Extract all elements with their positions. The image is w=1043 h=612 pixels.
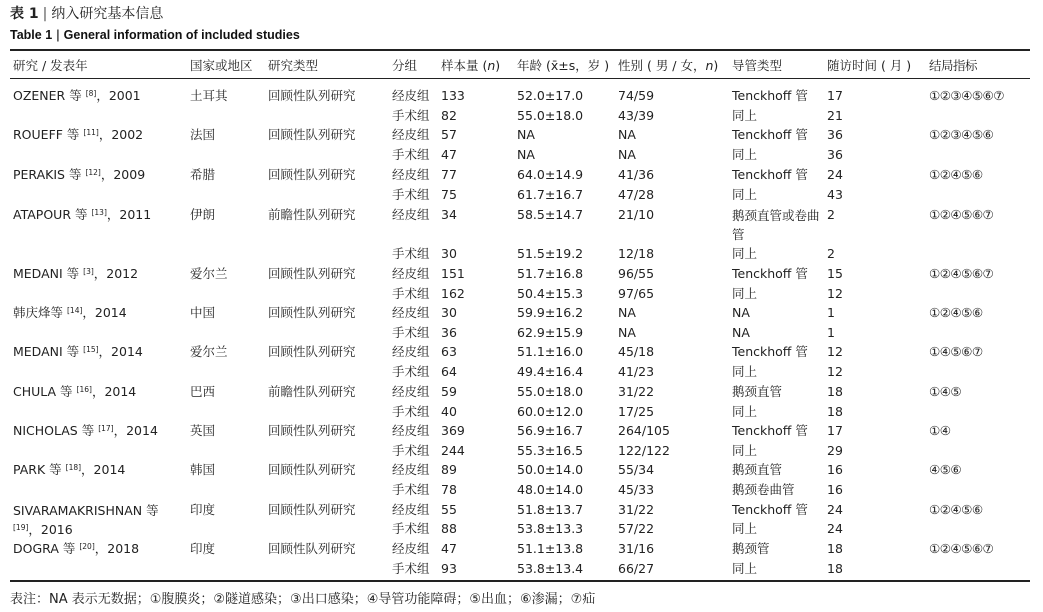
table-row xyxy=(0,165,1043,185)
cell-type: 回顾性队列研究 xyxy=(268,305,356,320)
cell-group: 经皮组 xyxy=(392,462,430,477)
cell-type: 回顾性队列研究 xyxy=(268,88,356,103)
header-outcomes: 结局指标 xyxy=(929,58,978,73)
cell-age: 51.8±13.7 xyxy=(517,502,584,517)
cell-n: 93 xyxy=(441,561,457,576)
cell-followup: 24 xyxy=(827,167,843,182)
cell-followup: 2 xyxy=(827,207,835,222)
table-row xyxy=(0,382,1043,402)
cell-country: 土耳其 xyxy=(190,88,228,103)
citation-ref: [8] xyxy=(85,89,97,98)
bottom-rule xyxy=(10,580,1030,582)
cell-catheter: 鹅颈直管或卷曲管 xyxy=(732,208,820,242)
cell-age: 50.0±14.0 xyxy=(517,462,584,477)
citation-ref: [3] xyxy=(83,267,94,276)
cell-followup: 12 xyxy=(827,364,843,379)
cell-sex: 66/27 xyxy=(618,561,655,576)
header-type: 研究类型 xyxy=(268,58,319,73)
cell-sex: 12/18 xyxy=(618,246,655,261)
cell-n: 244 xyxy=(441,443,465,458)
cell-age: NA xyxy=(517,127,535,142)
citation-ref: [14] xyxy=(67,306,83,315)
cell-age: 48.0±14.0 xyxy=(517,482,584,497)
cell-age: 51.1±16.0 xyxy=(517,344,584,359)
table-row xyxy=(0,460,1043,480)
table-row xyxy=(0,205,1043,243)
cell-group: 经皮组 xyxy=(392,502,430,517)
header-rule xyxy=(10,78,1030,79)
cell-type: 回顾性队列研究 xyxy=(268,344,356,359)
cell-type: 前瞻性队列研究 xyxy=(268,384,356,399)
cell-country: 印度 xyxy=(190,541,216,556)
cell-age: 56.9±16.7 xyxy=(517,423,584,438)
cell-sex: 74/59 xyxy=(618,88,655,103)
cell-n: 47 xyxy=(441,147,457,162)
cell-study: CHULA 等 [16]，2014 xyxy=(13,384,137,399)
cell-sex: 31/22 xyxy=(618,384,655,399)
table-row xyxy=(0,185,1043,205)
cell-catheter: 同上 xyxy=(732,404,758,419)
table-row xyxy=(0,539,1043,559)
cell-n: 30 xyxy=(441,305,457,320)
cell-type: 前瞻性队列研究 xyxy=(268,207,356,222)
header-followup: 随访时间 ( 月 ) xyxy=(827,58,912,73)
cell-followup: 18 xyxy=(827,541,843,556)
citation-ref: [12] xyxy=(85,168,101,177)
table-row xyxy=(0,303,1043,323)
header-age: 年龄 (x̄±s，岁 ) xyxy=(517,58,610,73)
citation-ref: [17] xyxy=(98,424,114,433)
cell-n: 89 xyxy=(441,462,457,477)
cell-n: 82 xyxy=(441,108,457,123)
cell-study: ATAPOUR 等 [13]，2011 xyxy=(13,207,152,222)
cell-age: 55.0±18.0 xyxy=(517,384,584,399)
cell-age: 53.8±13.3 xyxy=(517,521,584,536)
cell-sex: NA xyxy=(618,305,636,320)
cell-outcomes: ①②④⑤⑥ xyxy=(929,167,983,182)
cell-study: MEDANI 等 [15]，2014 xyxy=(13,344,143,359)
cell-sex: 45/18 xyxy=(618,344,655,359)
cell-catheter: Tenckhoff 管 xyxy=(732,88,808,103)
cell-sex: 57/22 xyxy=(618,521,655,536)
cell-sex: NA xyxy=(618,325,636,340)
cell-group: 经皮组 xyxy=(392,207,430,222)
cell-followup: 18 xyxy=(827,404,843,419)
cell-age: 60.0±12.0 xyxy=(517,404,584,419)
cell-group: 手术组 xyxy=(392,325,430,340)
cell-age: 55.3±16.5 xyxy=(517,443,584,458)
cell-group: 手术组 xyxy=(392,364,430,379)
cell-catheter: NA xyxy=(732,325,750,340)
cell-country: 英国 xyxy=(190,423,216,438)
citation-ref: [15] xyxy=(83,345,99,354)
cell-group: 经皮组 xyxy=(392,127,430,142)
citation-ref: [20] xyxy=(79,542,95,551)
cell-country: 巴西 xyxy=(190,384,216,399)
cell-type: 回顾性队列研究 xyxy=(268,541,356,556)
cell-sex: 21/10 xyxy=(618,207,655,222)
cell-sex: 122/122 xyxy=(618,443,670,458)
cell-group: 经皮组 xyxy=(392,167,430,182)
cell-followup: 1 xyxy=(827,305,835,320)
cell-type: 回顾性队列研究 xyxy=(268,266,356,281)
cell-n: 55 xyxy=(441,502,457,517)
caption-zh: 表 1 | 纳入研究基本信息 xyxy=(10,6,164,22)
cell-catheter: Tenckhoff 管 xyxy=(732,502,808,517)
header-sex: 性别 ( 男 / 女，n) xyxy=(618,58,719,73)
cell-group: 手术组 xyxy=(392,482,430,497)
top-rule xyxy=(10,49,1030,51)
cell-age: 59.9±16.2 xyxy=(517,305,584,320)
cell-age: 49.4±16.4 xyxy=(517,364,584,379)
caption-en-title: General information of included studies xyxy=(63,28,300,42)
cell-sex: NA xyxy=(618,147,636,162)
cell-n: 369 xyxy=(441,423,465,438)
cell-sex: 43/39 xyxy=(618,108,655,123)
cell-age: 51.5±19.2 xyxy=(517,246,584,261)
cell-n: 75 xyxy=(441,187,457,202)
cell-study: NICHOLAS 等 [17]，2014 xyxy=(13,423,158,438)
table-row xyxy=(0,362,1043,382)
cell-followup: 36 xyxy=(827,127,843,142)
cell-outcomes: ①②④⑤⑥⑦ xyxy=(929,541,994,556)
cell-n: 30 xyxy=(441,246,457,261)
cell-followup: 12 xyxy=(827,286,843,301)
table-row xyxy=(0,441,1043,461)
cell-catheter: 鹅颈直管 xyxy=(732,462,783,477)
cell-group: 手术组 xyxy=(392,147,430,162)
cell-sex: 45/33 xyxy=(618,482,655,497)
table-row xyxy=(0,519,1043,539)
cell-outcomes: ①②④⑤⑥⑦ xyxy=(929,266,994,281)
cell-outcomes: ①④⑤ xyxy=(929,384,962,399)
cell-age: 58.5±14.7 xyxy=(517,207,584,222)
cell-age: 61.7±16.7 xyxy=(517,187,584,202)
caption-en-label: Table 1 xyxy=(10,28,53,42)
cell-catheter: Tenckhoff 管 xyxy=(732,167,808,182)
table-row xyxy=(0,402,1043,422)
cell-study: 韩庆烽等 [14]，2014 xyxy=(13,305,127,320)
table-row xyxy=(0,342,1043,362)
cell-age: 53.8±13.4 xyxy=(517,561,584,576)
citation-ref: [13] xyxy=(91,208,107,217)
caption-zh-label: 表 1 xyxy=(10,6,39,22)
cell-sex: 31/16 xyxy=(618,541,655,556)
cell-sex: NA xyxy=(618,127,636,142)
cell-catheter: Tenckhoff 管 xyxy=(732,266,808,281)
cell-sex: 31/22 xyxy=(618,502,655,517)
header-study: 研究 / 发表年 xyxy=(13,58,88,73)
cell-country: 爱尔兰 xyxy=(190,344,228,359)
table-row xyxy=(0,106,1043,126)
cell-n: 162 xyxy=(441,286,465,301)
cell-followup: 15 xyxy=(827,266,843,281)
header-catheter: 导管类型 xyxy=(732,58,783,73)
cell-catheter: 同上 xyxy=(732,147,758,162)
cell-group: 经皮组 xyxy=(392,541,430,556)
cell-age: NA xyxy=(517,147,535,162)
cell-followup: 16 xyxy=(827,482,843,497)
cell-type: 回顾性队列研究 xyxy=(268,423,356,438)
citation-ref: [18] xyxy=(65,463,82,472)
table-row xyxy=(0,480,1043,500)
cell-age: 51.7±16.8 xyxy=(517,266,584,281)
cell-catheter: 同上 xyxy=(732,521,758,536)
cell-n: 77 xyxy=(441,167,457,182)
cell-followup: 24 xyxy=(827,502,843,517)
cell-followup: 43 xyxy=(827,187,843,202)
cell-sex: 97/65 xyxy=(618,286,655,301)
cell-n: 133 xyxy=(441,88,465,103)
header-sample-size: 样本量 (n) xyxy=(441,58,501,73)
table-row xyxy=(0,86,1043,106)
cell-followup: 17 xyxy=(827,88,843,103)
cell-n: 40 xyxy=(441,404,457,419)
header-group: 分组 xyxy=(392,58,418,73)
cell-study: SIVARAMAKRISHNAN 等 [19]，2016 xyxy=(13,503,159,537)
cell-n: 47 xyxy=(441,541,457,556)
table-caption xyxy=(10,4,300,45)
cell-country: 韩国 xyxy=(190,462,216,477)
cell-group: 经皮组 xyxy=(392,266,430,281)
cell-catheter: Tenckhoff 管 xyxy=(732,423,808,438)
cell-group: 手术组 xyxy=(392,286,430,301)
cell-study: PERAKIS 等 [12]，2009 xyxy=(13,167,146,182)
cell-n: 78 xyxy=(441,482,457,497)
table-row xyxy=(0,125,1043,145)
cell-sex: 264/105 xyxy=(618,423,670,438)
cell-n: 36 xyxy=(441,325,457,340)
cell-group: 手术组 xyxy=(392,443,430,458)
cell-age: 52.0±17.0 xyxy=(517,88,584,103)
cell-country: 中国 xyxy=(190,305,216,320)
cell-n: 64 xyxy=(441,364,457,379)
cell-n: 34 xyxy=(441,207,457,222)
cell-followup: 36 xyxy=(827,147,843,162)
cell-study: DOGRA 等 [20]，2018 xyxy=(13,541,140,556)
citation-ref: [16] xyxy=(76,385,92,394)
cell-n: 57 xyxy=(441,127,457,142)
table-row xyxy=(0,559,1043,579)
cell-study: MEDANI 等 [3]，2012 xyxy=(13,266,139,281)
cell-country: 伊朗 xyxy=(190,207,216,222)
cell-group: 手术组 xyxy=(392,246,430,261)
cell-outcomes: ①④ xyxy=(929,423,951,438)
cell-sex: 17/25 xyxy=(618,404,655,419)
cell-catheter: 鹅颈管 xyxy=(732,541,770,556)
caption-en: Table 1 | General information of included studies xyxy=(10,28,300,42)
cell-followup: 24 xyxy=(827,521,843,536)
cell-country: 法国 xyxy=(190,127,216,142)
table-row xyxy=(0,244,1043,264)
cell-age: 64.0±14.9 xyxy=(517,167,584,182)
cell-outcomes: ①④⑤⑥⑦ xyxy=(929,344,983,359)
cell-followup: 18 xyxy=(827,561,843,576)
cell-n: 63 xyxy=(441,344,457,359)
cell-catheter: 同上 xyxy=(732,246,758,261)
cell-followup: 2 xyxy=(827,246,835,261)
cell-study: OZENER 等 [8]，2001 xyxy=(13,88,141,103)
cell-outcomes: ①②③④⑤⑥ xyxy=(929,127,994,142)
header-country: 国家或地区 xyxy=(190,58,253,73)
cell-catheter: 同上 xyxy=(732,108,758,123)
citation-ref: [19] xyxy=(13,523,29,532)
cell-n: 59 xyxy=(441,384,457,399)
table-row xyxy=(0,421,1043,441)
table-row xyxy=(0,264,1043,284)
cell-followup: 17 xyxy=(827,423,843,438)
cell-group: 经皮组 xyxy=(392,384,430,399)
cell-group: 手术组 xyxy=(392,404,430,419)
cell-followup: 16 xyxy=(827,462,843,477)
cell-catheter: 同上 xyxy=(732,561,758,576)
cell-study: ROUEFF 等 [11]，2002 xyxy=(13,127,144,142)
cell-catheter: 鹅颈卷曲管 xyxy=(732,482,795,497)
cell-catheter: 同上 xyxy=(732,364,758,379)
caption-zh-title: 纳入研究基本信息 xyxy=(51,6,164,22)
cell-sex: 41/23 xyxy=(618,364,655,379)
cell-catheter: Tenckhoff 管 xyxy=(732,344,808,359)
cell-catheter: 同上 xyxy=(732,443,758,458)
cell-age: 55.0±18.0 xyxy=(517,108,584,123)
cell-age: 51.1±13.8 xyxy=(517,541,584,556)
citation-ref: [11] xyxy=(83,128,99,137)
cell-study: PARK 等 [18]，2014 xyxy=(13,462,126,477)
cell-followup: 29 xyxy=(827,443,843,458)
cell-group: 经皮组 xyxy=(392,344,430,359)
cell-outcomes: ①②③④⑤⑥⑦ xyxy=(929,88,1004,103)
table-note: 表注：NA 表示无数据；①腹膜炎；②隧道感染；③出口感染；④导管功能障碍；⑤出血；⑥渗漏；⑦疝 xyxy=(10,592,596,607)
cell-sex: 55/34 xyxy=(618,462,655,477)
table-row xyxy=(0,323,1043,343)
cell-outcomes: ①②④⑤⑥ xyxy=(929,305,983,320)
cell-followup: 12 xyxy=(827,344,843,359)
cell-catheter: 同上 xyxy=(732,187,758,202)
cell-age: 62.9±15.9 xyxy=(517,325,584,340)
cell-outcomes: ①②④⑤⑥⑦ xyxy=(929,207,994,222)
cell-group: 经皮组 xyxy=(392,305,430,320)
cell-type: 回顾性队列研究 xyxy=(268,127,356,142)
cell-catheter: 鹅颈直管 xyxy=(732,384,783,399)
cell-group: 经皮组 xyxy=(392,88,430,103)
table-row xyxy=(0,284,1043,304)
cell-followup: 18 xyxy=(827,384,843,399)
cell-n: 88 xyxy=(441,521,457,536)
cell-age: 50.4±15.3 xyxy=(517,286,584,301)
table-row xyxy=(0,145,1043,165)
cell-n: 151 xyxy=(441,266,465,281)
cell-sex: 96/55 xyxy=(618,266,655,281)
cell-group: 手术组 xyxy=(392,521,430,536)
cell-country: 爱尔兰 xyxy=(190,266,228,281)
cell-followup: 21 xyxy=(827,108,843,123)
cell-group: 手术组 xyxy=(392,561,430,576)
cell-type: 回顾性队列研究 xyxy=(268,462,356,477)
cell-followup: 1 xyxy=(827,325,835,340)
cell-catheter: 同上 xyxy=(732,286,758,301)
cell-outcomes: ④⑤⑥ xyxy=(929,462,962,477)
cell-type: 回顾性队列研究 xyxy=(268,502,356,517)
cell-country: 印度 xyxy=(190,502,216,517)
cell-sex: 47/28 xyxy=(618,187,655,202)
cell-sex: 41/36 xyxy=(618,167,655,182)
cell-catheter: Tenckhoff 管 xyxy=(732,127,808,142)
cell-catheter: NA xyxy=(732,305,750,320)
cell-group: 手术组 xyxy=(392,187,430,202)
cell-group: 经皮组 xyxy=(392,423,430,438)
cell-type: 回顾性队列研究 xyxy=(268,167,356,182)
cell-group: 手术组 xyxy=(392,108,430,123)
cell-country: 希腊 xyxy=(190,167,216,182)
cell-outcomes: ①②④⑤⑥ xyxy=(929,502,983,517)
